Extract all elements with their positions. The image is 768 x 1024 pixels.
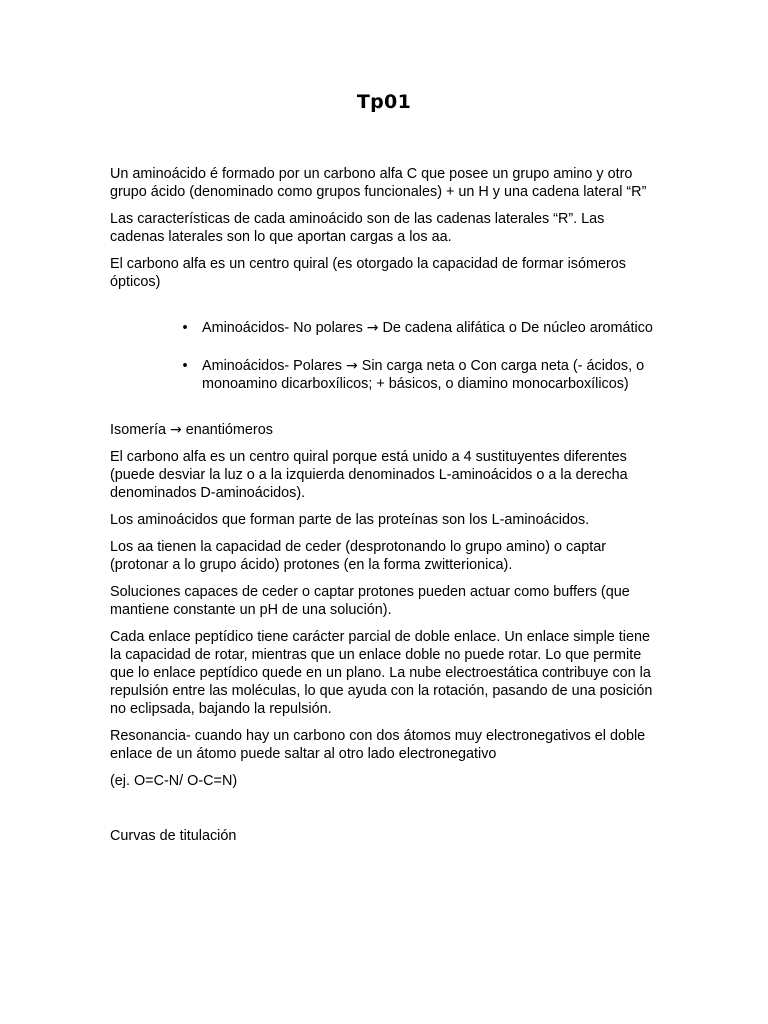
- paragraph-enlace-peptidico: Cada enlace peptídico tiene carácter parcial de doble enlace. Un enlace simple tiene la capacidad de rotar, mientras que un enlace doble no puede rotar. Lo que permite que lo enlace peptídico quede en un plano. La nube electroestática contribuye con la repulsión entre las moléculas, lo que ayuda con la rotación, pasando de una posición no eclipsada, bajando la repulsión.: [110, 629, 653, 717]
- bullet-icon: •: [182, 320, 188, 336]
- bullet-icon: •: [182, 358, 188, 374]
- paragraph-cadenas-laterales: Las características de cada aminoácido son de las cadenas laterales “R”. Las cadenas laterales son lo que aportan cargas a los aa.: [110, 211, 605, 245]
- list-item-label: Aminoácidos- Polares: [202, 358, 342, 374]
- paragraph-enantiomeros: El carbono alfa es un centro quiral porque está unido a 4 sustituyentes diferentes (puede desviar la luz o a la izquierda denominados L-aminoácidos o a la derecha denominados D-aminoácidos).: [110, 449, 628, 501]
- paragraph-ejemplo: (ej. O=C-N/ O-C=N): [110, 773, 238, 789]
- right-arrow-icon: →: [366, 320, 379, 336]
- document-title: Tp01: [356, 91, 412, 113]
- paragraph-isomeria: [110, 421, 658, 439]
- list-item-detail: De cadena alifática o De núcleo aromático: [382, 320, 653, 336]
- isomeria-detail: enantiómeros: [185, 422, 273, 438]
- isomeria-label: Isomería: [110, 422, 166, 438]
- list-item-no-polares: [110, 319, 658, 337]
- document-body: [110, 165, 658, 854]
- paragraph-aminoacido-definition: Un aminoácido é formado por un carbono alfa C que posee un grupo amino y otro grupo ácido (denominado como grupos funcionales) + un H y una cadena lateral “R”: [110, 166, 647, 200]
- right-arrow-icon: →: [345, 358, 358, 374]
- paragraph-ceder-captar: Los aa tienen la capacidad de ceder (desprotonando lo grupo amino) o captar (protonar a lo grupo ácido) protones (en la forma zwitterionica).: [110, 539, 607, 573]
- list-item-polares: [110, 357, 658, 393]
- list-item-detail: Sin carga neta o Con carga neta (- ácidos, o monoamino dicarboxílicos; + básicos, o diamino monocarboxílicos): [202, 358, 645, 392]
- paragraph-l-aminoacidos: Los aminoácidos que forman parte de las proteínas son los L-aminoácidos.: [110, 512, 590, 528]
- paragraph-centro-quiral: El carbono alfa es un centro quiral (es otorgado la capacidad de formar isómeros ópticos): [110, 256, 626, 290]
- aminoacid-classification-list: [110, 319, 658, 393]
- section-heading-curvas: Curvas de titulación: [110, 828, 237, 844]
- list-item-label: Aminoácidos- No polares: [202, 320, 363, 336]
- blank-line: [110, 799, 658, 827]
- right-arrow-icon: →: [169, 422, 182, 438]
- paragraph-resonancia: Resonancia- cuando hay un carbono con dos átomos muy electronegativos el doble enlace de un átomo puede saltar al otro lado electronegativo: [110, 728, 646, 762]
- paragraph-buffers: Soluciones capaces de ceder o captar protones pueden actuar como buffers (que mantiene constante un pH de una solución).: [110, 584, 630, 618]
